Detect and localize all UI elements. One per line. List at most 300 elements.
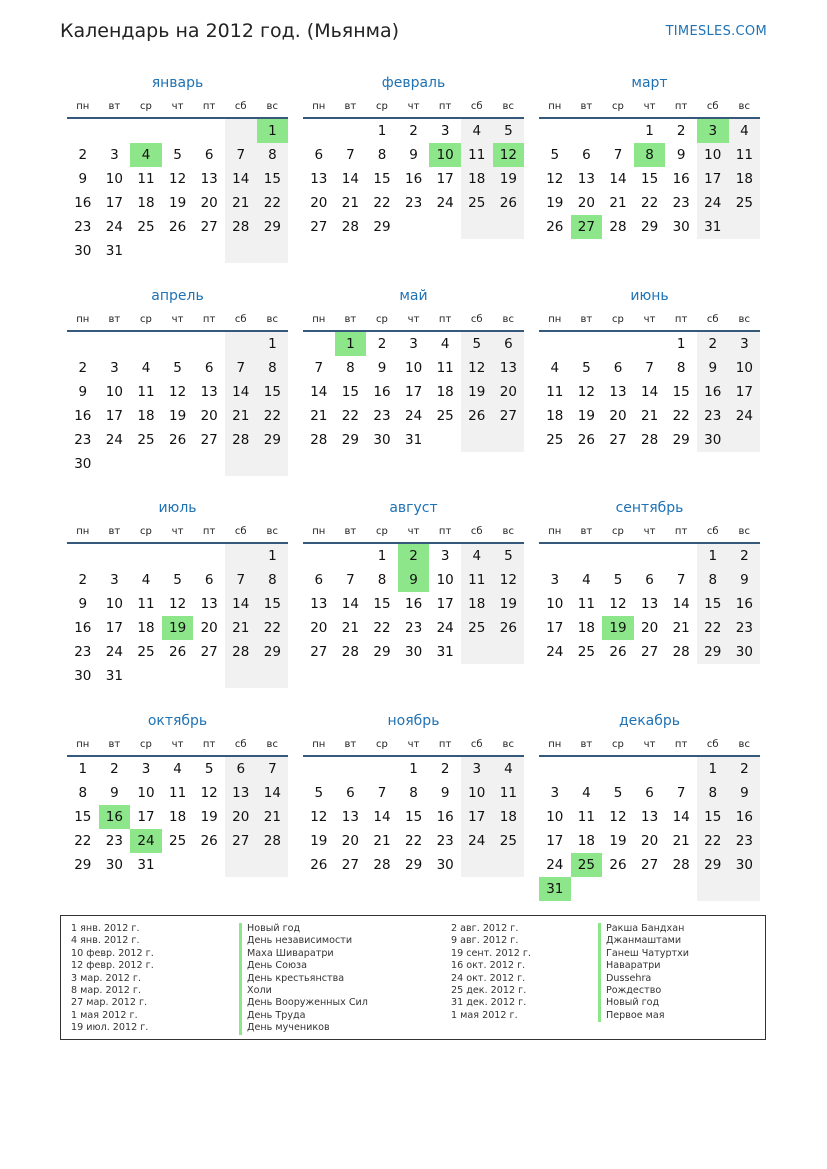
weekday-label: вт — [580, 101, 593, 112]
day-grid — [67, 119, 288, 263]
day: 22 — [640, 195, 659, 211]
legend-date: 1 янв. 2012 г. — [71, 923, 140, 934]
holiday-day: 19 — [602, 616, 634, 640]
legend-holiday-name: Dussehra — [598, 973, 689, 985]
weekday-header — [67, 96, 288, 119]
day: 19 — [609, 833, 627, 849]
day: 20 — [577, 195, 595, 211]
day: 20 — [640, 620, 659, 636]
month-11 — [303, 708, 524, 877]
holiday-day: 1 — [335, 332, 367, 356]
day: 26 — [168, 644, 187, 660]
day: 23 — [729, 616, 761, 640]
day: 2 — [110, 761, 119, 777]
day: 31 — [697, 215, 729, 239]
empty-day — [429, 428, 461, 452]
day: 26 — [493, 616, 525, 640]
day: 16 — [697, 380, 729, 404]
weekday-header — [539, 734, 760, 757]
weekday-label: пт — [438, 526, 452, 537]
weekday-label: пт — [202, 101, 216, 112]
day: 13 — [200, 384, 218, 400]
day: 9 — [78, 596, 88, 612]
day: 17 — [461, 805, 493, 829]
day: 10 — [105, 384, 123, 400]
weekday-label: сб — [706, 314, 719, 325]
day: 12 — [609, 596, 627, 612]
month-4 — [67, 283, 288, 476]
day: 6 — [346, 785, 355, 801]
holiday-day: 31 — [539, 877, 571, 901]
empty-day — [162, 332, 194, 356]
day: 20 — [341, 833, 359, 849]
day: 24 — [105, 219, 123, 235]
day: 5 — [550, 147, 560, 163]
day: 16 — [74, 195, 92, 211]
empty-day — [461, 215, 493, 239]
empty-day — [303, 119, 335, 143]
weekday-label: сб — [234, 739, 247, 750]
day: 9 — [78, 171, 88, 187]
day: 30 — [436, 857, 454, 873]
empty-day — [225, 853, 257, 877]
day: 22 — [373, 195, 391, 211]
day: 7 — [225, 568, 257, 592]
day: 17 — [546, 833, 564, 849]
empty-day — [602, 544, 634, 568]
day: 31 — [105, 668, 123, 684]
empty-day — [665, 544, 697, 568]
legend-holiday-name: День Союза — [239, 960, 368, 972]
day: 7 — [346, 147, 355, 163]
legend-holiday-name: День мучеников — [239, 1022, 368, 1034]
day: 16 — [404, 596, 423, 612]
weekday-label: вс — [502, 739, 514, 750]
empty-day — [634, 544, 666, 568]
empty-day — [493, 853, 525, 877]
day: 24 — [546, 857, 564, 873]
day: 26 — [546, 219, 564, 235]
day: 28 — [341, 219, 359, 235]
weekday-label: чт — [643, 739, 656, 750]
weekday-label: чт — [407, 314, 420, 325]
day: 3 — [461, 757, 493, 781]
empty-day — [225, 544, 257, 568]
day: 7 — [346, 572, 355, 588]
weekday-label: сб — [234, 314, 247, 325]
weekday-label: ср — [376, 314, 388, 325]
day: 25 — [729, 191, 761, 215]
day: 8 — [409, 785, 418, 801]
day: 22 — [672, 408, 690, 424]
day: 2 — [78, 360, 88, 376]
day: 4 — [461, 544, 493, 568]
day: 16 — [74, 620, 92, 636]
weekday-label: вс — [502, 314, 514, 325]
day: 12 — [609, 809, 627, 825]
weekday-label: вт — [108, 526, 121, 537]
day: 24 — [105, 644, 123, 660]
weekday-header — [539, 521, 760, 544]
day: 31 — [137, 857, 155, 873]
day: 30 — [672, 219, 690, 235]
day: 9 — [110, 785, 119, 801]
day: 24 — [404, 408, 423, 424]
weekday-label: сб — [706, 739, 719, 750]
legend-date: 19 июл. 2012 г. — [71, 1022, 149, 1034]
day: 27 — [609, 432, 627, 448]
day: 20 — [200, 620, 218, 636]
weekday-label: вт — [580, 526, 593, 537]
day: 26 — [577, 432, 595, 448]
weekday-header — [303, 309, 524, 332]
empty-day — [130, 544, 162, 568]
day: 13 — [640, 596, 659, 612]
day: 2 — [729, 544, 761, 568]
legend-holiday-name: Ганеш Чатуртхи — [598, 948, 689, 960]
weekday-header — [303, 734, 524, 757]
day: 11 — [461, 143, 493, 167]
day: 26 — [168, 219, 187, 235]
day: 9 — [377, 360, 387, 376]
day: 25 — [493, 829, 525, 853]
weekday-label: вт — [108, 101, 121, 112]
weekday-label: вт — [580, 739, 593, 750]
day: 18 — [577, 833, 595, 849]
day: 30 — [729, 640, 761, 664]
day: 10 — [546, 596, 564, 612]
day: 19 — [546, 195, 564, 211]
legend-holiday-name: День независимости — [239, 935, 368, 947]
day: 1 — [257, 544, 289, 568]
legend-date: 16 окт. 2012 г. — [451, 960, 526, 972]
day-grid — [303, 332, 524, 452]
month-name: март — [631, 75, 668, 91]
day: 5 — [173, 572, 182, 588]
day: 7 — [314, 360, 324, 376]
weekday-label: пт — [674, 314, 688, 325]
day: 13 — [310, 171, 328, 187]
empty-day — [303, 544, 335, 568]
day: 15 — [640, 171, 659, 187]
day: 7 — [613, 147, 623, 163]
weekday-label: пт — [438, 101, 452, 112]
legend-holiday-name: Джанмаштами — [598, 935, 689, 947]
empty-day — [461, 428, 493, 452]
day: 10 — [137, 785, 155, 801]
empty-day — [193, 853, 225, 877]
holiday-day: 24 — [130, 829, 162, 853]
weekday-label: сб — [470, 526, 483, 537]
empty-day — [67, 119, 99, 143]
day: 5 — [173, 147, 182, 163]
day: 17 — [436, 171, 454, 187]
day: 20 — [609, 408, 627, 424]
day: 28 — [310, 432, 328, 448]
day-grid — [67, 332, 288, 476]
day: 9 — [409, 147, 418, 163]
day: 27 — [200, 219, 218, 235]
day: 13 — [200, 171, 218, 187]
holiday-day: 8 — [634, 143, 666, 167]
legend-holiday-name: Наваратри — [598, 960, 689, 972]
day: 5 — [613, 785, 623, 801]
weekday-label: ср — [612, 526, 624, 537]
day: 23 — [672, 195, 690, 211]
day: 21 — [672, 833, 690, 849]
day: 7 — [645, 360, 654, 376]
empty-day — [67, 544, 99, 568]
day-grid — [539, 544, 760, 664]
day: 15 — [341, 384, 359, 400]
day: 27 — [200, 432, 218, 448]
empty-day — [539, 757, 571, 781]
day: 25 — [461, 191, 493, 215]
day: 25 — [436, 408, 454, 424]
day: 6 — [204, 360, 214, 376]
empty-day — [571, 119, 603, 143]
day: 25 — [137, 644, 155, 660]
day: 26 — [493, 191, 525, 215]
weekday-header — [67, 734, 288, 757]
empty-day — [493, 215, 525, 239]
day: 15 — [257, 380, 289, 404]
day: 21 — [373, 833, 391, 849]
month-7 — [67, 495, 288, 688]
day: 15 — [404, 809, 423, 825]
day: 23 — [105, 833, 123, 849]
day: 28 — [609, 219, 627, 235]
day-grid — [303, 119, 524, 239]
empty-day — [602, 757, 634, 781]
day: 3 — [110, 147, 119, 163]
day: 2 — [409, 123, 418, 139]
legend-names-left — [239, 923, 368, 1035]
holiday-day: 1 — [257, 119, 289, 143]
day: 13 — [493, 356, 525, 380]
empty-day — [257, 664, 289, 688]
day: 14 — [341, 171, 359, 187]
weekday-label: пт — [438, 739, 452, 750]
day: 24 — [461, 829, 493, 853]
empty-day — [729, 428, 761, 452]
day: 25 — [546, 432, 564, 448]
day: 6 — [314, 572, 324, 588]
empty-day — [303, 757, 335, 781]
day: 3 — [440, 123, 450, 139]
day: 1 — [645, 123, 654, 139]
weekday-label: чт — [643, 314, 656, 325]
day: 24 — [105, 432, 123, 448]
day: 30 — [74, 456, 92, 472]
day: 12 — [168, 596, 187, 612]
day: 11 — [577, 596, 595, 612]
brand-link[interactable]: TIMESLES.COM — [665, 24, 767, 39]
day: 12 — [168, 171, 187, 187]
day: 1 — [377, 548, 387, 564]
day: 23 — [373, 408, 391, 424]
day: 4 — [141, 572, 151, 588]
empty-day — [99, 332, 131, 356]
day: 4 — [729, 119, 761, 143]
empty-day — [162, 544, 194, 568]
day: 7 — [377, 785, 387, 801]
weekday-header — [539, 309, 760, 332]
legend-holiday-name: Холи — [239, 985, 368, 997]
day: 12 — [577, 384, 595, 400]
legend-date: 1 мая 2012 г. — [451, 1009, 518, 1021]
day: 15 — [74, 809, 92, 825]
day: 6 — [613, 360, 623, 376]
day: 22 — [373, 620, 391, 636]
day: 22 — [257, 616, 289, 640]
empty-day — [257, 452, 289, 476]
day: 22 — [697, 829, 729, 853]
day: 2 — [676, 123, 686, 139]
day: 27 — [225, 829, 257, 853]
legend-date: 31 дек. 2012 г. — [451, 997, 527, 1009]
day: 2 — [78, 147, 88, 163]
day: 6 — [582, 147, 591, 163]
holiday-day: 3 — [697, 119, 729, 143]
day: 14 — [672, 809, 690, 825]
day-grid — [539, 119, 760, 239]
weekday-label: пн — [76, 314, 90, 325]
day: 16 — [436, 809, 454, 825]
weekday-label: вс — [502, 526, 514, 537]
weekday-label: пн — [548, 739, 562, 750]
day: 22 — [341, 408, 359, 424]
legend-date: 24 окт. 2012 г. — [451, 972, 526, 984]
holiday-day: 4 — [130, 143, 162, 167]
day: 24 — [436, 195, 454, 211]
weekday-label: пн — [312, 739, 326, 750]
legend-holiday-name: Ракша Бандхан — [598, 923, 689, 935]
day: 3 — [409, 336, 418, 352]
day: 31 — [436, 644, 454, 660]
day: 30 — [697, 428, 729, 452]
day: 30 — [373, 432, 391, 448]
day: 9 — [697, 356, 729, 380]
weekday-label: пт — [202, 526, 216, 537]
weekday-label: ср — [612, 101, 624, 112]
empty-day — [539, 332, 571, 356]
day: 9 — [729, 781, 761, 805]
day: 11 — [137, 171, 155, 187]
month-12 — [539, 708, 760, 901]
day: 14 — [310, 384, 328, 400]
day: 6 — [645, 572, 654, 588]
day: 15 — [697, 592, 729, 616]
legend-holiday-name: Новый год — [239, 923, 368, 935]
empty-day — [130, 119, 162, 143]
day: 25 — [168, 833, 187, 849]
empty-day — [225, 452, 257, 476]
weekday-label: ср — [376, 101, 388, 112]
day: 1 — [676, 336, 686, 352]
day: 19 — [310, 833, 328, 849]
day: 21 — [225, 616, 257, 640]
day: 16 — [404, 171, 423, 187]
day: 30 — [105, 857, 123, 873]
day: 16 — [672, 171, 690, 187]
day: 1 — [697, 757, 729, 781]
weekday-header — [303, 96, 524, 119]
day: 14 — [257, 781, 289, 805]
holiday-day: 12 — [493, 143, 525, 167]
day: 19 — [168, 408, 187, 424]
weekday-label: ср — [612, 739, 624, 750]
day: 8 — [697, 568, 729, 592]
day: 10 — [461, 781, 493, 805]
day: 10 — [105, 171, 123, 187]
weekday-label: пт — [438, 314, 452, 325]
empty-day — [130, 332, 162, 356]
day: 3 — [550, 785, 560, 801]
day: 8 — [377, 572, 387, 588]
day: 18 — [729, 167, 761, 191]
legend-holiday-name: Маха Шиваратри — [239, 948, 368, 960]
weekday-label: сб — [234, 526, 247, 537]
empty-day — [162, 853, 194, 877]
day: 4 — [461, 119, 493, 143]
day: 3 — [550, 572, 560, 588]
empty-day — [634, 332, 666, 356]
day: 3 — [110, 572, 119, 588]
holiday-day: 9 — [398, 568, 430, 592]
weekday-label: чт — [171, 526, 184, 537]
weekday-label: ср — [376, 739, 388, 750]
weekday-label: чт — [407, 526, 420, 537]
day: 18 — [168, 809, 187, 825]
day: 8 — [676, 360, 686, 376]
legend-date: 1 мая 2012 г. — [71, 1009, 138, 1021]
weekday-label: ср — [140, 526, 152, 537]
empty-day — [99, 452, 131, 476]
day: 1 — [409, 761, 418, 777]
page-title: Календарь на 2012 год. (Мьянма) — [60, 20, 400, 42]
day: 30 — [404, 644, 423, 660]
day: 17 — [436, 596, 454, 612]
month-name: сентябрь — [615, 500, 684, 516]
legend-date: 12 февр. 2012 г. — [71, 960, 154, 972]
day: 5 — [461, 332, 493, 356]
day: 26 — [200, 833, 218, 849]
day: 29 — [341, 432, 359, 448]
day: 8 — [346, 360, 355, 376]
day: 24 — [697, 191, 729, 215]
weekday-label: пн — [548, 101, 562, 112]
day: 21 — [225, 404, 257, 428]
day: 17 — [546, 620, 564, 636]
day: 6 — [493, 332, 525, 356]
day: 22 — [257, 404, 289, 428]
day: 21 — [672, 620, 690, 636]
day: 3 — [440, 548, 450, 564]
holiday-day: 16 — [99, 805, 131, 829]
day: 11 — [436, 360, 454, 376]
day: 24 — [729, 404, 761, 428]
day: 2 — [697, 332, 729, 356]
day: 8 — [377, 147, 387, 163]
legend-date: 8 мар. 2012 г. — [71, 985, 142, 997]
day: 16 — [373, 384, 391, 400]
legend-date: 10 февр. 2012 г. — [71, 947, 154, 959]
day: 30 — [74, 243, 92, 259]
day: 20 — [200, 195, 218, 211]
day: 12 — [493, 568, 525, 592]
empty-day — [602, 119, 634, 143]
